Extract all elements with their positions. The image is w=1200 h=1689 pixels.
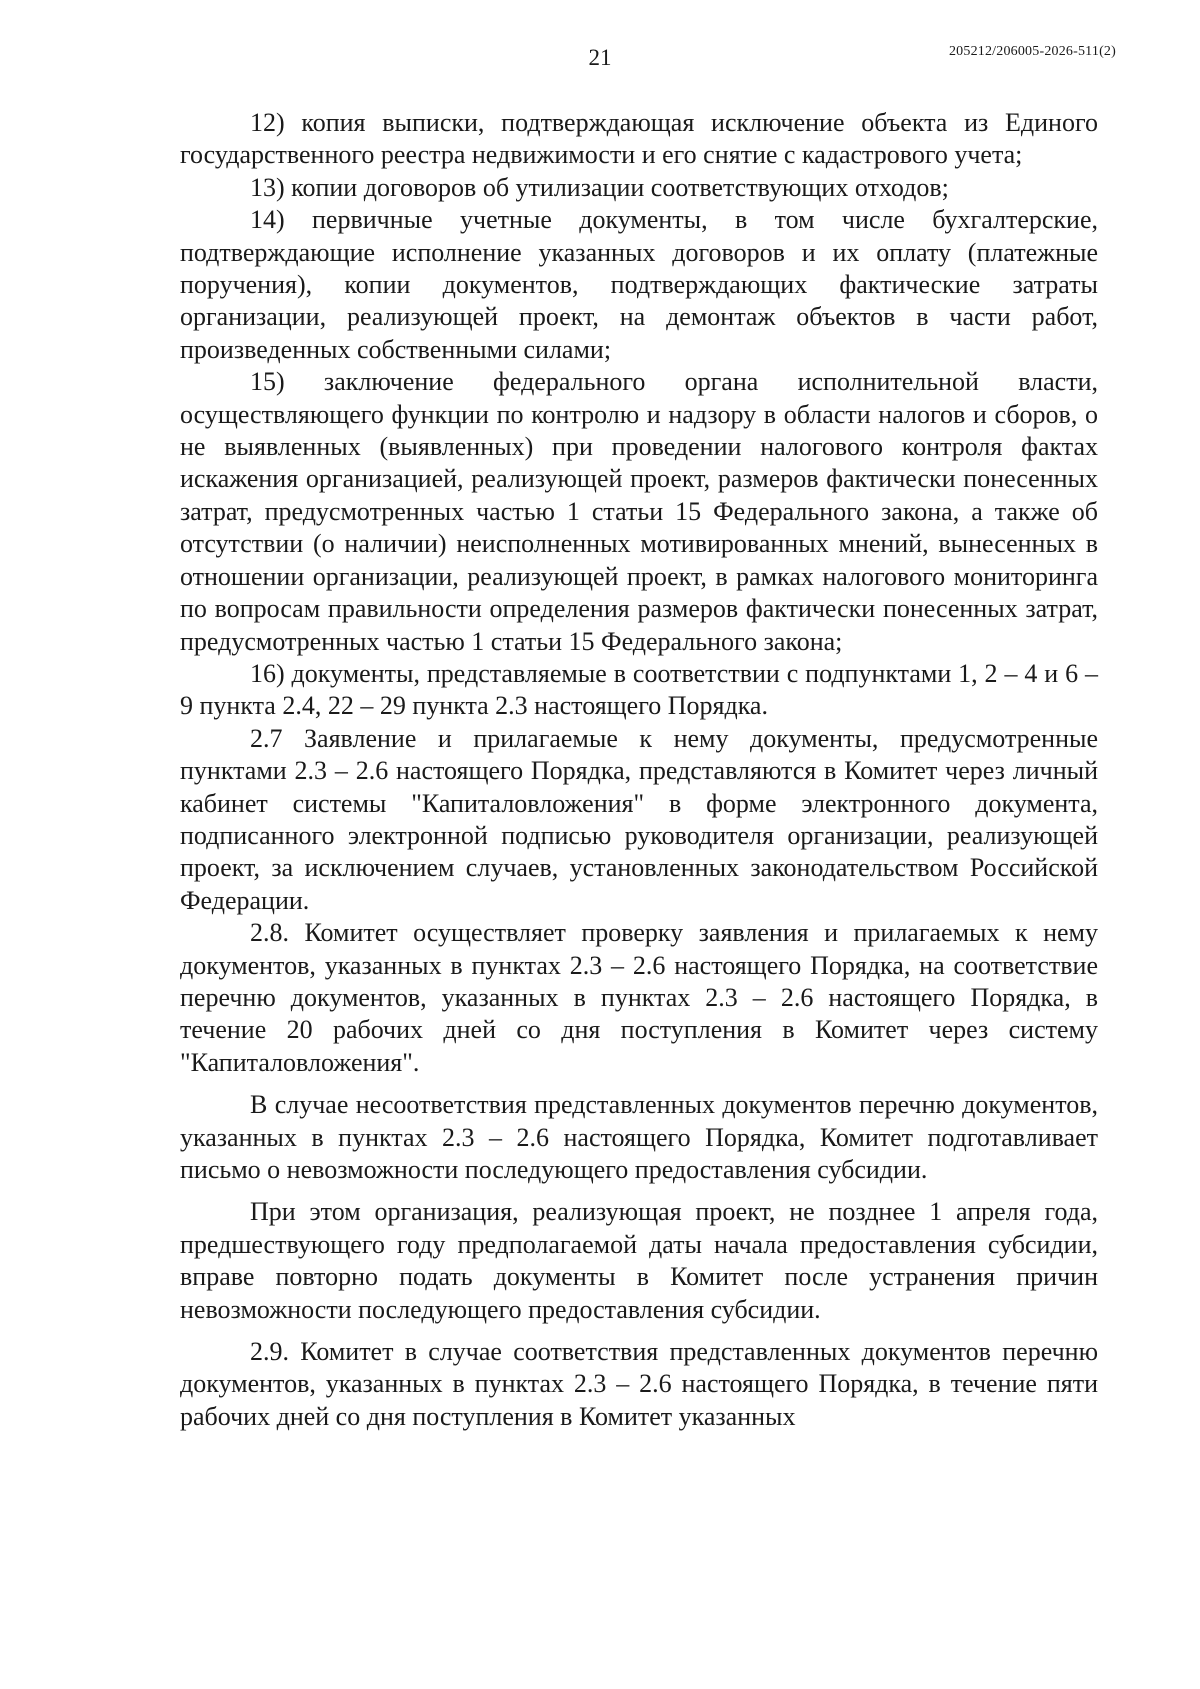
paragraph-resubmission: При этом организация, реализующая проект, не позднее 1 апреля года, предшествующего году предполагаемой даты начала предоставления субсидии, вправе повторно подать документы в Комитет после устранения причин невозможности последующего предоставления субсидии.	[180, 1197, 1098, 1324]
paragraph-2-8: 2.8. Комитет осуществляет проверку заявления и прилагаемых к нему документов, указанных в пунктах 2.3 – 2.6 настоящего Порядка, на соответствие перечню документов, указанных в пунктах 2.3 – 2.6 настоящего Порядка, в течение 20 рабочих дней со дня поступления в Комитет через систему "Капиталовложения".	[180, 918, 1098, 1077]
paragraph-item-12: 12) копия выписки, подтверждающая исключение объекта из Единого государственного реестра недвижимости и его снятие с кадастрового учета;	[180, 108, 1098, 170]
page-number: 21	[588, 45, 612, 70]
paragraph-item-13: 13) копии договоров об утилизации соответствующих отходов;	[250, 172, 949, 202]
paragraph-item-14: 14) первичные учетные документы, в том числе бухгалтерские, подтверждающие исполнение указанных договоров и их оплату (платежные поручения), копии документов, подтверждающих фактические затраты организации, реализующей проект, на демонтаж объектов в части работ, произведенных собственными силами;	[180, 205, 1098, 364]
paragraph-nonconformity: В случае несоответствия представленных документов перечню документов, указанных в пунктах 2.3 – 2.6 настоящего Порядка, Комитет подготавливает письмо о невозможности последующего предоставления субсидии.	[180, 1090, 1098, 1184]
paragraph-2-9: 2.9. Комитет в случае соответствия представленных документов перечню документов, указанных в пунктах 2.3 – 2.6 настоящего Порядка, в течение пяти рабочих дней со дня поступления в Комитет указанных	[180, 1337, 1098, 1431]
paragraph-item-16: 16) документы, представляемые в соответствии с подпунктами 1, 2 – 4 и 6 – 9 пункта 2.4, 22 – 29 пункта 2.3 настоящего Порядка.	[180, 658, 1098, 721]
document-body	[180, 107, 1098, 1433]
document-code: 205212/206005-2026-511(2)	[948, 44, 1116, 59]
paragraph-item-15: 15) заключение федерального органа исполнительной власти, осуществляющего функции по контролю и надзору в области налогов и сборов, о не выявленных (выявленных) при проведении налогового контроля фактах искажения организацией, реализующей проект, размеров фактически понесенных затрат, предусмотренных частью 1 статьи 15 Федерального закона, а также об отсутствии (о наличии) неисполненных мотивированных мнений, вынесенных в отношении организации, реализующей проект, в рамках налогового мониторинга по вопросам правильности определения размеров фактически понесенных затрат, предусмотренных частью 1 статьи 15 Федерального закона;	[180, 367, 1098, 656]
paragraph-2-7: 2.7 Заявление и прилагаемые к нему документы, предусмотренные пунктами 2.3 – 2.6 настоящего Порядка, представляются в Комитет через личный кабинет системы "Капиталовложения" в форме электронного документа, подписанного электронной подписью руководителя организации, реализующей проект, за исключением случаев, установленных законодательством Российской Федерации.	[180, 723, 1098, 915]
